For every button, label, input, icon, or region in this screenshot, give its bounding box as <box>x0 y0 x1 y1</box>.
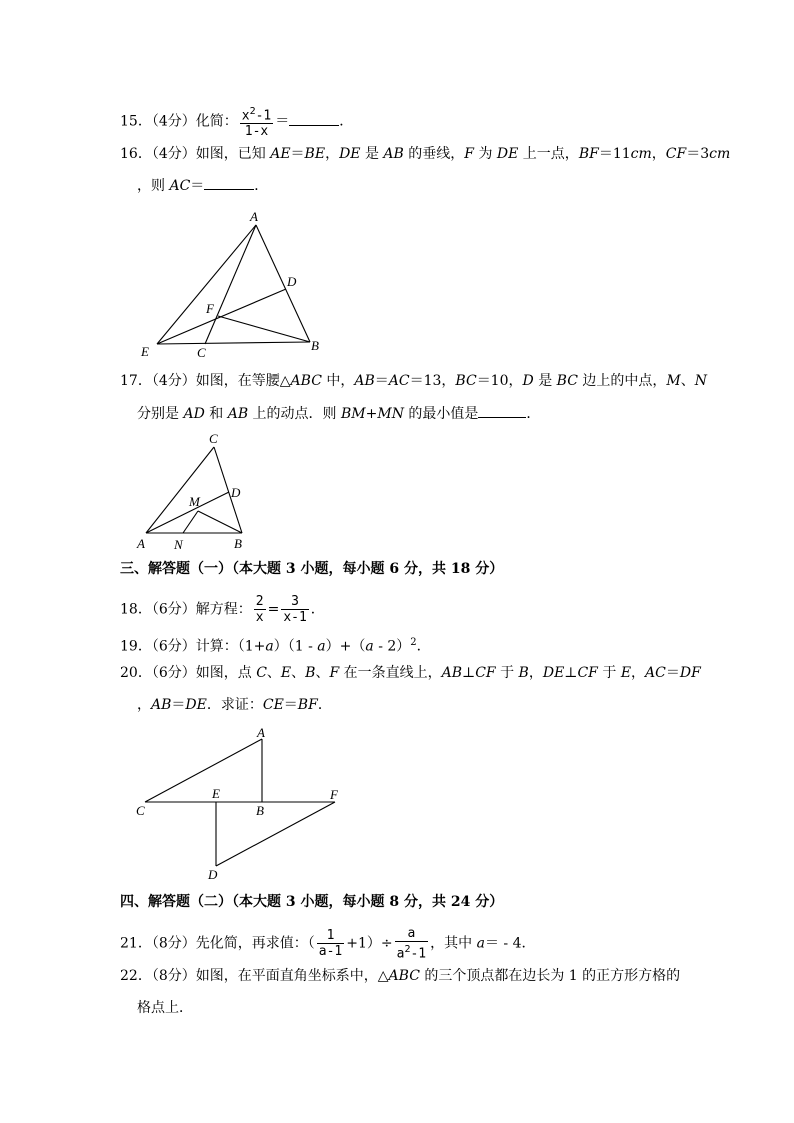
text-run: 中， <box>321 373 355 389</box>
question-21: 21．（8分）先化简，再求值：（ $\frac{1}{a-1}$ +1）÷ $\frac{a}{a^2-1}$ ，其中 a＝ - 4． <box>120 926 536 962</box>
segment-FB <box>218 316 310 342</box>
text-run: ．求证： <box>206 697 263 713</box>
math-variable: DE <box>496 146 519 162</box>
question-number: 17． <box>120 373 152 389</box>
point-label-A: A <box>250 209 258 224</box>
question-number: 20． <box>120 665 152 681</box>
math-variable: AC <box>645 665 666 681</box>
point-label-D: D <box>208 867 218 882</box>
text-run: ⊥ <box>462 665 476 681</box>
point-label-C: C <box>197 345 206 360</box>
segment-AD <box>146 492 229 533</box>
point-label-B: B <box>256 803 264 818</box>
text-run: ）（1 - <box>273 638 318 655</box>
math-variable: C <box>256 665 267 681</box>
math-variable: AB <box>151 697 172 713</box>
math-variable: BE <box>304 146 326 162</box>
math-variable: AC <box>388 373 410 389</box>
math-variable: F <box>464 146 474 162</box>
question-number: 18． <box>120 601 152 618</box>
segment-AB <box>256 225 310 342</box>
text-run: ， <box>651 146 666 162</box>
math-variable: BF <box>578 146 599 162</box>
math-variable: a <box>317 638 326 655</box>
question-19: 19．（6分）计算：（1+a）（1 - a）+（a - 2）$^2$． <box>120 637 431 655</box>
question-score: （6分） <box>151 665 196 681</box>
question-20-line2 <box>137 695 332 715</box>
q17-line1 <box>196 373 707 389</box>
math-variable: AE <box>270 146 291 162</box>
question-number: 19． <box>120 638 152 655</box>
text-run: ＝13， <box>409 373 456 389</box>
text-run: ， <box>631 665 646 681</box>
text-run: 、 <box>291 665 306 681</box>
text-run: 为 <box>474 146 497 162</box>
text-run: 上一点， <box>518 146 579 162</box>
point-label-A: A <box>137 536 145 551</box>
text-run: ⊥ <box>564 665 578 681</box>
math-variable: AB <box>354 373 375 389</box>
point-label-M: M <box>189 494 200 509</box>
question-number: 21． <box>120 935 152 952</box>
math-variable: E <box>280 665 292 681</box>
text-run: 在一条直线上， <box>339 665 442 681</box>
math-variable: BF <box>297 697 318 713</box>
point-label-F: F <box>206 301 214 316</box>
question-18: 18．（6分）解方程： $\frac{2}{x}$ = $\frac{3}{x-1}$ ． <box>120 594 325 625</box>
answer-blank <box>478 403 526 418</box>
segment-EB <box>157 342 310 344</box>
math-variable: AB <box>227 406 249 422</box>
text-run: 如图，已知 <box>195 146 271 162</box>
text-run: ＝ <box>283 697 298 713</box>
math-variable: CF <box>475 665 496 681</box>
question-score: （8分） <box>151 935 196 952</box>
text-run: 的三个顶点都在边长为 1 的正方形方格的 <box>419 968 681 984</box>
math-variable: a <box>265 638 274 655</box>
text-run: 计算：（1+ <box>195 638 266 655</box>
text-run: 如图，在等腰△ <box>195 373 291 389</box>
segment-MB <box>198 511 242 533</box>
math-variable: AB <box>441 665 463 681</box>
text-run: 于 <box>597 665 621 681</box>
text-run: 的垂线， <box>403 146 465 162</box>
text-run: ， <box>528 665 543 681</box>
math-variable: B <box>305 665 316 681</box>
point-label-N: N <box>174 537 183 552</box>
point-label-E: E <box>212 786 220 801</box>
question-16-line2: ，则 AC＝ ． <box>137 175 268 196</box>
point-label-D: D <box>287 274 297 289</box>
question-score: （6分） <box>151 638 196 655</box>
text-run: 、 <box>680 373 695 389</box>
fraction: $\frac{a}{a^2-1}$ <box>396 926 427 962</box>
point-label-A: A <box>257 725 265 740</box>
math-variable: CF <box>665 146 687 162</box>
answer-blank <box>204 175 254 190</box>
math-variable: ABC <box>388 968 420 984</box>
segment-ED <box>157 289 286 344</box>
text-run: ． <box>317 697 332 713</box>
q16-line1 <box>196 146 731 162</box>
text-run: ＝10， <box>476 373 523 389</box>
answer-blank <box>289 111 339 126</box>
fraction: $\frac{2}{x}$ <box>255 594 264 625</box>
segment-AC <box>146 447 214 533</box>
segment-CA <box>145 739 262 802</box>
question-15: 15．（4分）化简： $\frac{x^2-1}{1-x}$ ＝ ． <box>120 106 354 140</box>
math-variable: DE <box>339 146 361 162</box>
section-3-heading: 三、解答题（一）（本大题 3 小题，每小题 6 分，共 18 分） <box>120 561 504 577</box>
text-run: 如图，点 <box>195 665 257 681</box>
math-variable: E <box>620 665 632 681</box>
text-run: ＝11 <box>598 146 631 162</box>
math-variable: N <box>694 373 707 389</box>
math-variable: BC <box>556 373 578 389</box>
question-17 <box>120 371 707 391</box>
text-run: 是 <box>533 373 557 389</box>
math-variable: CF <box>577 665 598 681</box>
text-run: 是 <box>360 146 384 162</box>
point-label-C: C <box>209 431 218 446</box>
text-run: 边上的中点， <box>577 373 667 389</box>
text-run: 、 <box>315 665 330 681</box>
question-16 <box>120 144 730 164</box>
question-22 <box>120 966 680 986</box>
point-label-D: D <box>231 485 241 500</box>
question-score: （4分） <box>151 373 196 389</box>
math-variable: F <box>329 665 340 681</box>
question-number: 15． <box>120 113 152 130</box>
math-variable: cm <box>709 146 731 162</box>
text-run: 分别是 <box>137 406 184 422</box>
text-run: ＝ <box>171 697 186 713</box>
text-run: ＝ <box>290 146 305 162</box>
math-variable: cm <box>630 146 652 162</box>
text-run: ， <box>325 146 340 162</box>
segment-AC <box>205 225 256 344</box>
math-variable: D <box>522 373 534 389</box>
text-run: 于 <box>495 665 519 681</box>
text-run: ＝3 <box>686 146 710 162</box>
text-run: - 2） <box>373 638 411 655</box>
segment-EA <box>157 225 256 344</box>
question-22-line2: 格点上． <box>137 1000 193 1016</box>
question-number: 16． <box>120 146 152 162</box>
segment-MN <box>183 511 198 533</box>
fraction: $\frac{3}{x-1}$ <box>283 594 307 625</box>
math-variable: AB <box>383 146 404 162</box>
math-variable: ABC <box>290 373 322 389</box>
text-run: 的最小值是 <box>403 406 479 422</box>
math-variable: AD <box>183 406 205 422</box>
math-variable: a <box>365 638 374 655</box>
text-run: 和 <box>204 406 228 422</box>
math-variable: M <box>666 373 681 389</box>
text-run: 如图，在平面直角坐标系中，△ <box>195 968 389 984</box>
math-variable: DF <box>679 665 701 681</box>
text-run: 、 <box>266 665 281 681</box>
segment-DF <box>216 802 335 866</box>
fraction: $\frac{1}{a-1}$ <box>318 928 343 960</box>
math-variable: BC <box>455 373 477 389</box>
question-score: （8分） <box>151 968 196 984</box>
math-variable: DE <box>185 697 207 713</box>
text-run: ＝ <box>665 665 680 681</box>
point-label-C: C <box>136 803 145 818</box>
point-label-B: B <box>311 338 319 353</box>
section-4-heading: 四、解答题（二）（本大题 3 小题，每小题 8 分，共 24 分） <box>120 894 504 910</box>
question-20 <box>120 663 701 683</box>
point-label-E: E <box>141 344 149 359</box>
text-run: ）+（ <box>325 638 366 655</box>
question-score: （4分） <box>151 146 196 162</box>
math-variable: BM+MN <box>341 406 404 422</box>
question-score: （6分） <box>151 601 196 618</box>
question-number: 22． <box>120 968 152 984</box>
point-label-F: F <box>330 787 338 802</box>
text-run: ＝ <box>374 373 389 389</box>
math-variable: B <box>518 665 529 681</box>
point-label-B: B <box>234 536 242 551</box>
math-variable: DE <box>542 665 565 681</box>
segment-CB <box>214 447 242 533</box>
question-17-line2: 分别是 AD 和 AB 上的动点．则 BM+MN 的最小值是 ． <box>137 403 540 424</box>
text-run: 上的动点．则 <box>248 406 342 422</box>
fraction: $\frac{x^2-1}{1-x}$ <box>241 106 272 140</box>
question-score: （4分） <box>151 113 196 130</box>
math-variable: CE <box>262 697 284 713</box>
text-run: ， <box>137 697 151 713</box>
